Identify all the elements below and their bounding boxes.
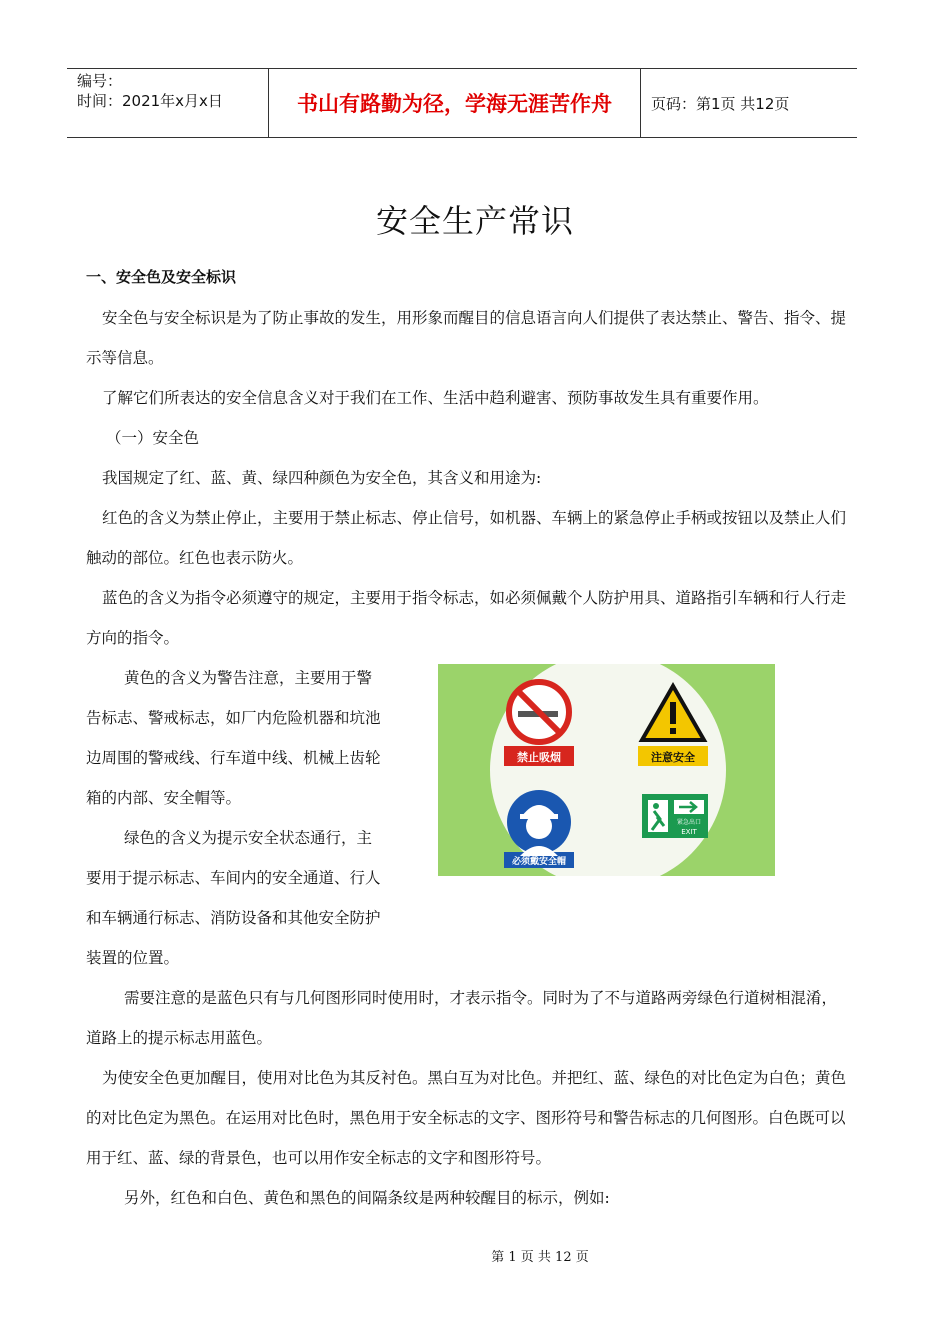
header-motto: 书山有路勤为径，学海无涯苦作舟 — [269, 69, 641, 137]
subsection-heading: （一）安全色 — [106, 429, 200, 447]
exit-label-en: EXIT — [681, 828, 697, 836]
document-header — [67, 68, 857, 138]
section-heading: 一、安全色及安全标识 — [86, 268, 237, 286]
helmet-label: 必须戴安全帽 — [511, 857, 567, 867]
exit-label: 紧急出口 — [676, 819, 702, 826]
helmet-sign — [504, 790, 574, 868]
no-smoking-label: 禁止吸烟 — [517, 751, 561, 764]
paragraph: 黄色的含义为警告注意，主要用于警告标志、警戒标志，如厂内危险机器和坑池边周围的警戒线、行车道中线、机械上齿轮箱的内部、安全帽等。 — [86, 669, 381, 807]
exit-sign — [642, 794, 708, 838]
page-footer: 第 1 页 共 12 页 — [491, 1250, 589, 1265]
caution-label: 注意安全 — [651, 751, 695, 764]
safety-signs-image — [438, 664, 775, 876]
page-title: 安全生产常识 — [375, 202, 574, 240]
paragraph: 为使安全色更加醒目，使用对比色为其反衬色。黑白互为对比色。并把红、蓝、绿色的对比色定为白色；黄色的对比色定为黑色。在运用对比色时，黑色用于安全标志的文字、图形符号和警告标志的几何图形。白色既可以用于红、蓝、绿的背景色，也可以用作安全标志的文字和图形符号。 — [86, 1069, 847, 1167]
document-number-label: 编号： — [77, 72, 123, 90]
paragraph: 需要注意的是蓝色只有与几何图形同时使用时，才表示指令。同时为了不与道路两旁绿色行道树相混淆，道路上的提示标志用蓝色。 — [86, 989, 838, 1047]
paragraph: 红色的含义为禁止停止，主要用于禁止标志、停止信号，如机器、车辆上的紧急停止手柄或按钮以及禁止人们触动的部位。红色也表示防火。 — [86, 509, 847, 567]
paragraph: 了解它们所表达的安全信息含义对于我们在工作、生活中趋利避害、预防事故发生具有重要作用。 — [102, 389, 769, 407]
paragraph: 另外，红色和白色、黄色和黑色的间隔条纹是两种较醒目的标示，例如: — [124, 1189, 610, 1207]
safety-signs-illustration — [438, 664, 775, 876]
no-smoking-sign — [504, 682, 574, 766]
paragraph: 绿色的含义为提示安全状态通行，主要用于提示标志、车间内的安全通道、行人和车辆通行标志、消防设备和其他安全防护装置的位置。 — [86, 829, 381, 967]
document-time: 时间：2021年x月x日 — [77, 92, 223, 110]
paragraph: 安全色与安全标识是为了防止事故的发生，用形象而醒目的信息语言向人们提供了表达禁止、警告、指令、提示等信息。 — [86, 309, 847, 367]
paragraph: 我国规定了红、蓝、黄、绿四种颜色为安全色，其含义和用途为: — [102, 469, 542, 487]
header-meta — [67, 69, 269, 137]
header-page-info: 页码：第1页 共12页 — [651, 94, 790, 113]
paragraph: 蓝色的含义为指令必须遵守的规定，主要用于指令标志，如必须佩戴个人防护用具、道路指引车辆和行人行走方向的指令。 — [86, 589, 847, 647]
